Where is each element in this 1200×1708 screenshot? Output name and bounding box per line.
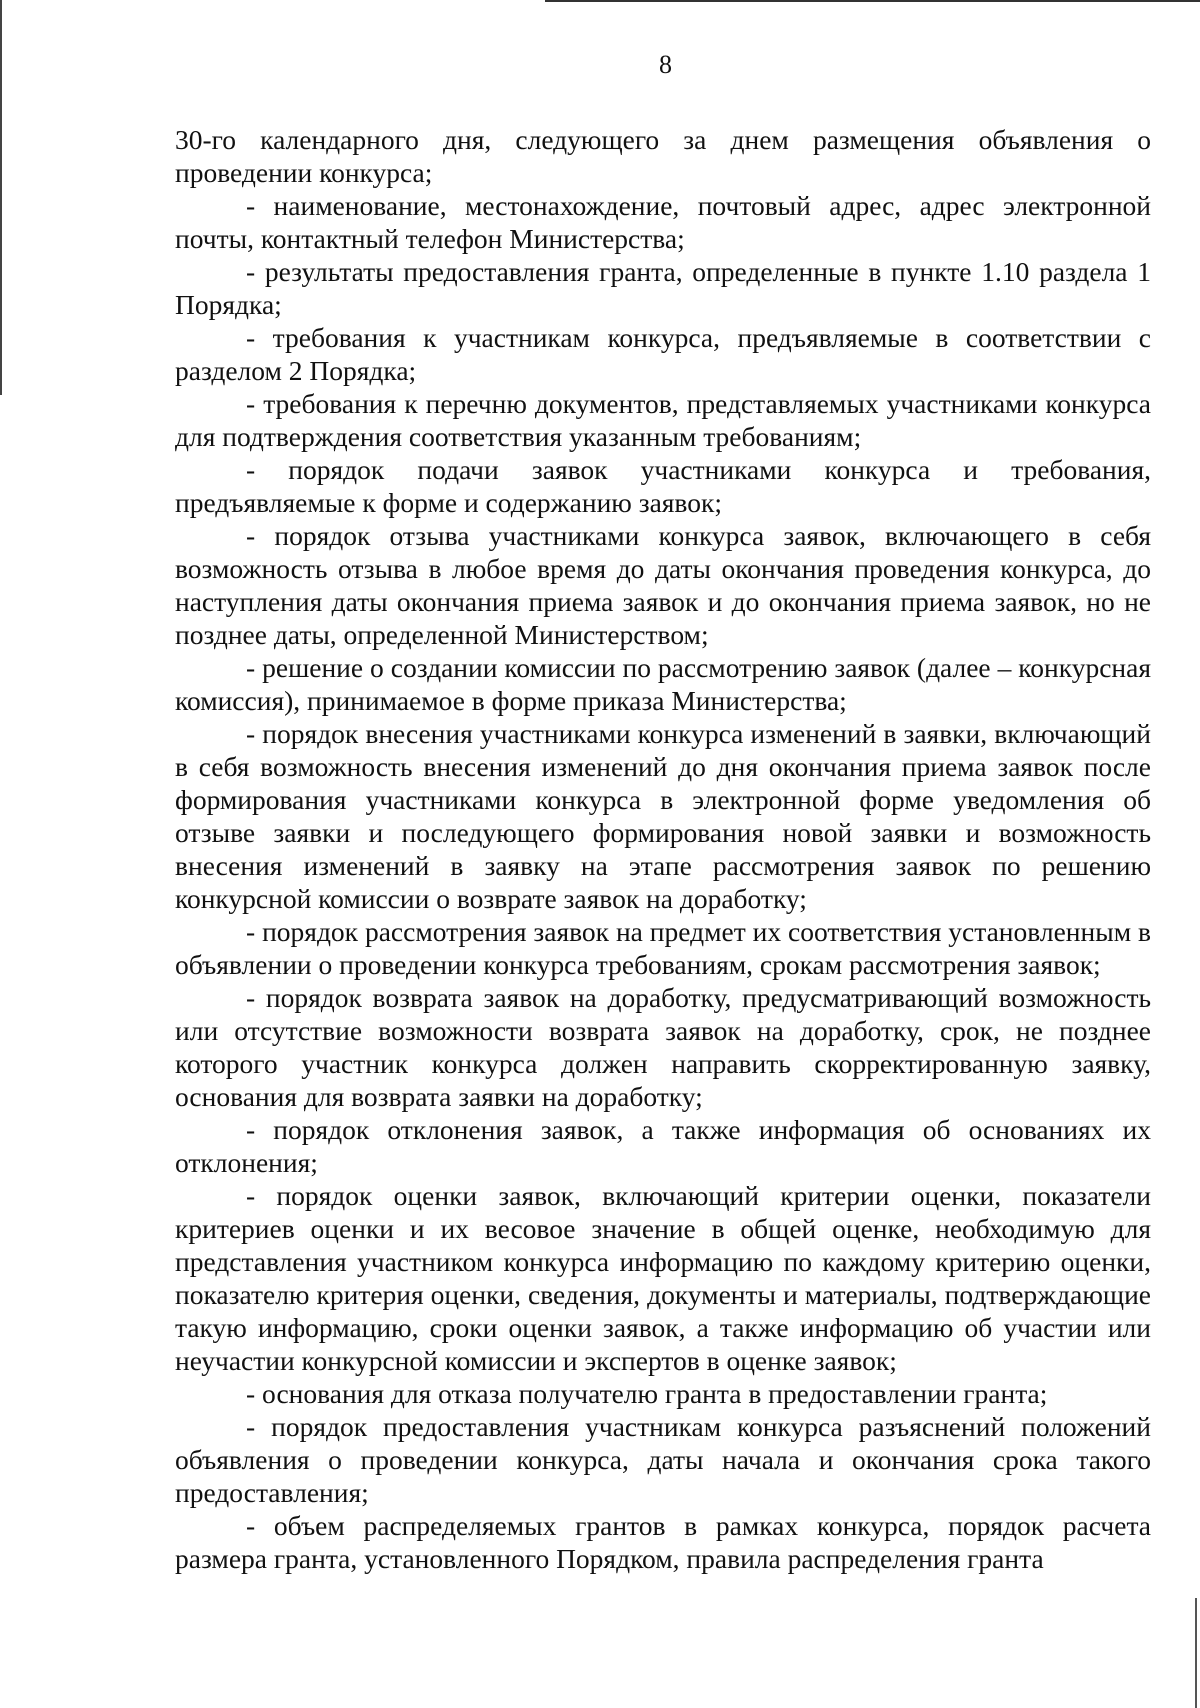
- list-item-return-procedure: - порядок возврата заявок на доработку, предусматривающий возможность или отсутствие возможности возврата заявок на доработку, срок, не позднее которого участник конкурса должен направить скорректированную заявку, основания для возврата заявки на доработку;: [175, 982, 1151, 1112]
- list-item-refusal-grounds: - основания для отказа получателю гранта в предоставлении гранта;: [246, 1378, 1048, 1409]
- list-item-document-requirements: - требования к перечню документов, представляемых участниками конкурса для подтверждения соответствия указанным требованиям;: [175, 388, 1151, 452]
- list-item-commission-decision: - решение о создании комиссии по рассмотрению заявок (далее – конкурсная комиссия), принимаемое в форме приказа Министерства;: [175, 652, 1151, 716]
- document-body: [175, 123, 1151, 1575]
- list-item-rejection-procedure: - порядок отклонения заявок, а также информация об основаниях их отклонения;: [175, 1114, 1151, 1178]
- list-item-submission-procedure: - порядок подачи заявок участниками конкурса и требования, предъявляемые к форме и содержанию заявок;: [175, 454, 1151, 518]
- page-number: 8: [659, 50, 672, 79]
- scan-edge-right: [1195, 1598, 1197, 1708]
- list-item-ministry-contacts: - наименование, местонахождение, почтовый адрес, адрес электронной почты, контактный телефон Министерства;: [175, 190, 1151, 254]
- list-item-review-procedure: - порядок рассмотрения заявок на предмет их соответствия установленным в объявлении о проведении конкурса требованиям, срокам рассмотрения заявок;: [175, 916, 1151, 980]
- list-item-grant-results: - результаты предоставления гранта, определенные в пункте 1.10 раздела 1 Порядка;: [175, 256, 1151, 320]
- list-item-participant-requirements: - требования к участникам конкурса, предъявляемые в соответствии с разделом 2 Порядка;: [175, 322, 1151, 386]
- list-item-amendment-procedure: - порядок внесения участниками конкурса изменений в заявки, включающий в себя возможность внесения изменений до дня окончания приема заявок после формирования участниками конкурса в электронной форме уведомления об отзыве заявки и последующего формирования новой заявки и возможность внесения изменений в заявку на этапе рассмотрения заявок по решению конкурсной комиссии о возврате заявок на доработку;: [175, 718, 1151, 914]
- list-item-withdrawal-procedure: - порядок отзыва участниками конкурса заявок, включающего в себя возможность отзыва в любое время до даты окончания проведения конкурса, до наступления даты окончания приема заявок и до окончания приема заявок, но не позднее даты, определенной Министерством;: [175, 520, 1151, 650]
- scan-edge-top: [545, 0, 1200, 2]
- list-item-clarification-procedure: - порядок предоставления участникам конкурса разъяснений положений объявления о проведении конкурса, даты начала и окончания срока такого предоставления;: [175, 1411, 1151, 1508]
- list-item-evaluation-procedure: - порядок оценки заявок, включающий критерии оценки, показатели критериев оценки и их весовое значение в общей оценке, необходимую для представления участником конкурса информацию по каждому критерию оценки, показателю критерия оценки, сведения, документы и материалы, подтверждающие такую информацию, сроки оценки заявок, а также информацию об участии или неучастии конкурсной комиссии и экспертов в оценке заявок;: [175, 1180, 1151, 1376]
- paragraph-continuation: 30-го календарного дня, следующего за днем размещения объявления о проведении конкурса;: [175, 124, 1151, 188]
- list-item-grant-volume: - объем распределяемых грантов в рамках конкурса, порядок расчета размера гранта, установленного Порядком, правила распределения гранта: [175, 1510, 1151, 1574]
